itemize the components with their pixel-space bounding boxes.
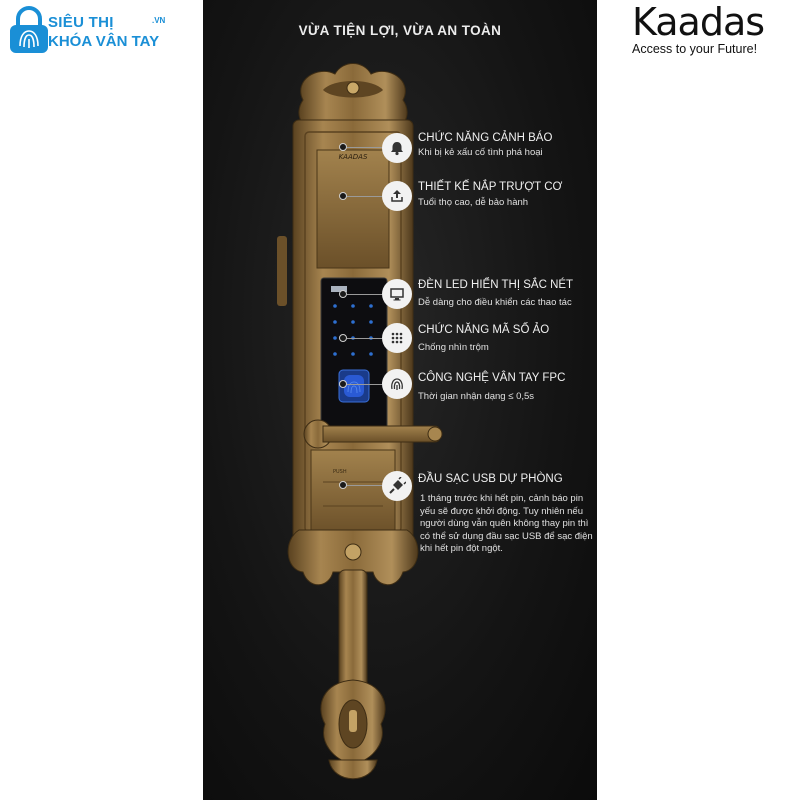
- feature-slide-cover-desc: Tuổi thọ cao, dễ bảo hành: [418, 197, 529, 208]
- feature-led-display-desc: Dễ dàng cho điều khiển các thao tác: [418, 297, 572, 308]
- store-name-line1: SIÊU THỊ: [48, 14, 114, 31]
- feature-slide-cover-title: THIẾT KẾ NẮP TRƯỢT CƠ: [418, 181, 563, 193]
- feature-usb-charging-title: ĐẦU SẠC USB DỰ PHÒNG: [418, 473, 563, 485]
- plug-icon: [382, 471, 412, 501]
- feature-fingerprint-desc: Thời gian nhận dạng ≤ 0,5s: [418, 391, 535, 402]
- headline: VỪA TIỆN LỢI, VỪA AN TOÀN: [298, 23, 502, 38]
- feature-alarm-desc: Khi bị kẻ xấu cố tình phá hoại: [418, 147, 543, 158]
- brand-logo[interactable]: [632, 2, 800, 62]
- monitor-icon: [382, 279, 412, 309]
- brand-tagline: Access to your Future!: [632, 42, 758, 56]
- feature-fingerprint-title: CÔNG NGHỆ VÂN TAY FPC: [418, 372, 566, 384]
- feature-virtual-pin-title: CHỨC NĂNG MÃ SỐ ẢO: [418, 324, 550, 336]
- feature-alarm-title: CHỨC NĂNG CẢNH BÁO: [418, 132, 553, 144]
- feature-virtual-pin-desc: Chống nhìn trộm: [418, 342, 489, 353]
- push-text: PUSH: [333, 469, 347, 475]
- feature-usb-charging-desc: 1 tháng trước khi hết pin, cảnh báo pin yếu sẽ được khởi động. Tuy nhiên nếu người dùng vẫn quên không thay pin thì có thể sử dụng đầu sạc USB để sạc điện khi hết pin đột ngột.: [420, 493, 593, 554]
- keypad-icon: [382, 323, 412, 353]
- lock-brand-text: KAADAS: [338, 153, 368, 161]
- padlock-fingerprint-icon: [6, 6, 52, 54]
- fingerprint-icon: [382, 369, 412, 399]
- door-lock-illustration: [263, 60, 443, 800]
- brand-name: Kaadas: [632, 0, 765, 44]
- store-name-line2: KHÓA VÂN TAY: [48, 33, 160, 50]
- product-panel: [203, 0, 597, 800]
- store-logo[interactable]: [6, 4, 176, 56]
- bell-icon: [382, 133, 412, 163]
- feature-led-display-title: ĐÈN LED HIỂN THỊ SẮC NÉT: [418, 279, 574, 291]
- upload-icon: [382, 181, 412, 211]
- store-domain-suffix: .VN: [152, 16, 166, 25]
